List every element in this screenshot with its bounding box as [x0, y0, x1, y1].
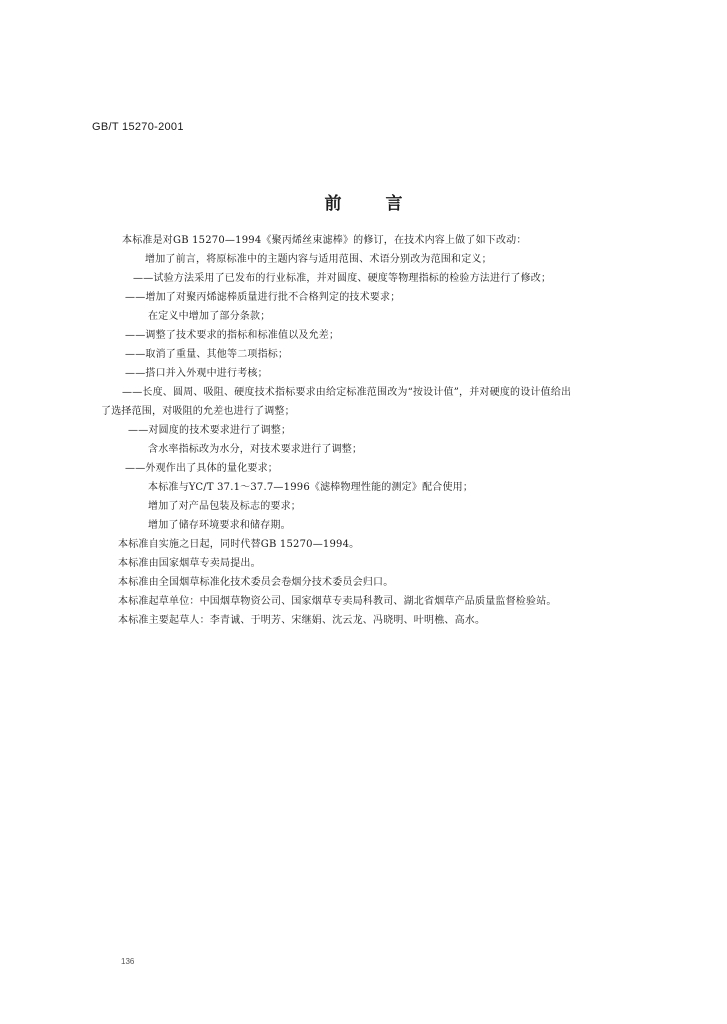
page-number: 136	[121, 957, 135, 966]
body-line: 含水率指标改为水分，对技术要求进行了调整；	[148, 444, 363, 455]
body-line: ——搭口并入外观中进行考核；	[125, 368, 268, 379]
body-line: 在定义中增加了部分条款；	[148, 311, 271, 322]
body-line: 本标准起草单位：中国烟草物资公司、国家烟草专卖局科教司、湖北省烟草产品质量监督检验站。	[118, 596, 557, 607]
body-line: 了选择范围，对吸阻的允差也进行了调整；	[101, 406, 295, 417]
body-line: ——调整了技术要求的指标和标准值以及允差；	[125, 330, 340, 341]
body-line: 本标准是对GB 15270—1994《聚丙烯丝束滤棒》的修订，在技术内容上做了如下改动：	[122, 235, 527, 246]
body-line: ——取消了重量、其他等二项指标；	[125, 349, 289, 360]
body-line: 本标准由国家烟草专卖局提出。	[118, 558, 261, 569]
body-line: 增加了储存环境要求和储存期。	[148, 520, 291, 531]
body-line: 本标准与YC/T 37.1～37.7—1996《滤棒物理性能的测定》配合使用；	[148, 482, 474, 493]
body-line: ——长度、圆周、吸阻、硬度技术指标要求由给定标准范围改为“按设计值”，并对硬度的设计值给出	[122, 387, 572, 398]
body-line: 增加了对产品包装及标志的要求；	[148, 501, 301, 512]
body-line: 本标准自实施之日起，同时代替GB 15270—1994。	[118, 539, 360, 550]
standard-code: GB/T 15270-2001	[92, 121, 184, 133]
section-title: 前言	[324, 194, 447, 214]
body-line: ——对圆度的技术要求进行了调整；	[128, 425, 292, 436]
body-line: 本标准主要起草人：李青诚、于明芳、宋继娟、沈云龙、冯晓明、叶明樵、高水。	[118, 615, 486, 626]
body-line: ——试验方法采用了已发布的行业标准，并对圆度、硬度等物理指标的检验方法进行了修改；	[133, 273, 552, 284]
body-line: 增加了前言，将原标准中的主题内容与适用范围、术语分别改为范围和定义；	[145, 254, 492, 265]
body-line: ——外观作出了具体的量化要求；	[125, 463, 278, 474]
body-line: 本标准由全国烟草标准化技术委员会卷烟分技术委员会归口。	[118, 577, 394, 588]
body-line: ——增加了对聚丙烯滤棒质量进行批不合格判定的技术要求；	[125, 292, 401, 303]
